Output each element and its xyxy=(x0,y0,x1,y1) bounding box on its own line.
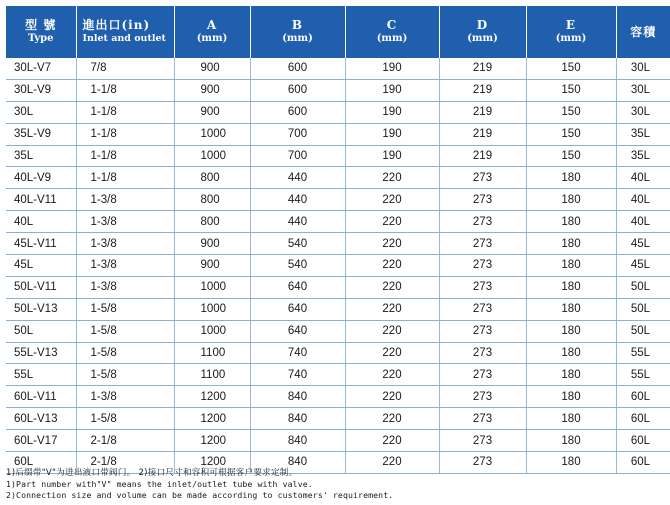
cell-c: 220 xyxy=(345,233,439,255)
cell-b: 540 xyxy=(250,233,345,255)
cell-c: 220 xyxy=(345,430,439,452)
cell-type: 45L xyxy=(6,255,76,277)
cell-inlet: 1-3/8 xyxy=(76,233,174,255)
cell-a: 1200 xyxy=(174,430,250,452)
cell-b: 840 xyxy=(250,386,345,408)
cell-a: 900 xyxy=(174,79,250,101)
cell-b: 840 xyxy=(250,452,345,474)
cell-volume: 30L xyxy=(616,101,670,123)
cell-inlet: 1-3/8 xyxy=(76,211,174,233)
cell-b: 440 xyxy=(250,211,345,233)
cell-inlet: 1-3/8 xyxy=(76,386,174,408)
table-row xyxy=(6,255,670,277)
table-row xyxy=(6,123,670,145)
cell-d: 219 xyxy=(439,58,526,79)
footnote-chinese: 1)后缀带"V"为进出液口带阀门。 2)接口尺寸和容积可根据客户要求定制。 xyxy=(6,468,298,478)
cell-type: 40L-V9 xyxy=(6,167,76,189)
cell-volume: 60L xyxy=(616,386,670,408)
header-volume xyxy=(616,6,670,58)
cell-c: 220 xyxy=(345,211,439,233)
header-type-label: 型 號 xyxy=(25,18,57,32)
cell-type: 60L-V17 xyxy=(6,430,76,452)
table-row xyxy=(6,430,670,452)
cell-type: 60L xyxy=(6,452,76,474)
cell-c: 190 xyxy=(345,79,439,101)
cell-inlet: 1-1/8 xyxy=(76,123,174,145)
header-c xyxy=(345,6,439,58)
cell-c: 190 xyxy=(345,58,439,79)
table-row xyxy=(6,276,670,298)
table-row xyxy=(6,233,670,255)
cell-inlet: 1-1/8 xyxy=(76,145,174,167)
cell-volume: 45L xyxy=(616,233,670,255)
cell-volume: 45L xyxy=(616,255,670,277)
cell-type: 40L-V11 xyxy=(6,189,76,211)
cell-volume: 55L xyxy=(616,342,670,364)
cell-c: 220 xyxy=(345,276,439,298)
cell-e: 180 xyxy=(526,233,616,255)
cell-c: 220 xyxy=(345,386,439,408)
cell-c: 220 xyxy=(345,167,439,189)
cell-d: 273 xyxy=(439,298,526,320)
cell-type: 50L-V13 xyxy=(6,298,76,320)
cell-a: 1000 xyxy=(174,145,250,167)
cell-a: 1000 xyxy=(174,320,250,342)
cell-volume: 60L xyxy=(616,452,670,474)
cell-c: 190 xyxy=(345,101,439,123)
table-row xyxy=(6,79,670,101)
header-a xyxy=(174,6,250,58)
cell-volume: 60L xyxy=(616,430,670,452)
cell-volume: 55L xyxy=(616,364,670,386)
cell-inlet: 1-3/8 xyxy=(76,255,174,277)
cell-b: 840 xyxy=(250,408,345,430)
table-row xyxy=(6,189,670,211)
cell-inlet: 1-5/8 xyxy=(76,342,174,364)
cell-b: 700 xyxy=(250,145,345,167)
cell-volume: 60L xyxy=(616,408,670,430)
cell-volume: 30L xyxy=(616,58,670,79)
cell-b: 540 xyxy=(250,255,345,277)
cell-a: 800 xyxy=(174,189,250,211)
header-d-label: D xyxy=(476,18,489,32)
cell-inlet: 7/8 xyxy=(76,58,174,79)
cell-inlet: 2-1/8 xyxy=(76,452,174,474)
cell-type: 50L-V11 xyxy=(6,276,76,298)
header-a-label: A xyxy=(206,18,218,32)
header-inlet-sub: Inlet and outlet xyxy=(82,33,166,44)
table-row xyxy=(6,298,670,320)
header-b-unit: (mm) xyxy=(282,33,313,44)
header-row xyxy=(6,6,670,58)
cell-inlet: 1-1/8 xyxy=(76,79,174,101)
cell-d: 273 xyxy=(439,320,526,342)
cell-c: 220 xyxy=(345,255,439,277)
cell-inlet: 2-1/8 xyxy=(76,430,174,452)
cell-e: 180 xyxy=(526,255,616,277)
cell-volume: 30L xyxy=(616,79,670,101)
cell-c: 220 xyxy=(345,320,439,342)
cell-e: 180 xyxy=(526,408,616,430)
cell-type: 45L-V11 xyxy=(6,233,76,255)
cell-volume: 50L xyxy=(616,276,670,298)
cell-inlet: 1-1/8 xyxy=(76,101,174,123)
cell-volume: 50L xyxy=(616,320,670,342)
cell-a: 900 xyxy=(174,255,250,277)
cell-d: 219 xyxy=(439,101,526,123)
header-c-unit: (mm) xyxy=(376,33,408,44)
header-inlet xyxy=(76,6,174,58)
cell-d: 273 xyxy=(439,233,526,255)
cell-a: 1100 xyxy=(174,364,250,386)
header-b xyxy=(250,6,345,58)
cell-a: 1200 xyxy=(174,386,250,408)
cell-d: 273 xyxy=(439,167,526,189)
cell-b: 640 xyxy=(250,276,345,298)
cell-inlet: 1-5/8 xyxy=(76,320,174,342)
cell-a: 800 xyxy=(174,167,250,189)
cell-type: 60L-V13 xyxy=(6,408,76,430)
header-d-unit: (mm) xyxy=(467,33,498,44)
cell-e: 180 xyxy=(526,298,616,320)
cell-volume: 40L xyxy=(616,189,670,211)
header-e xyxy=(526,6,616,58)
footnote-english-1: 1)Part number with"V" means the inlet/outlet tube with valve. xyxy=(6,479,313,489)
cell-d: 273 xyxy=(439,342,526,364)
table-body xyxy=(6,58,670,473)
cell-e: 150 xyxy=(526,79,616,101)
cell-e: 180 xyxy=(526,276,616,298)
cell-b: 700 xyxy=(250,123,345,145)
cell-b: 640 xyxy=(250,298,345,320)
cell-a: 1200 xyxy=(174,408,250,430)
cell-e: 150 xyxy=(526,145,616,167)
cell-type: 55L xyxy=(6,364,76,386)
cell-c: 220 xyxy=(345,408,439,430)
table-row xyxy=(6,386,670,408)
cell-type: 60L-V11 xyxy=(6,386,76,408)
footnote-english-2: 2)Connection size and volume can be made according to customers' requirement. xyxy=(6,490,394,500)
cell-c: 190 xyxy=(345,145,439,167)
header-type xyxy=(6,6,76,58)
cell-e: 180 xyxy=(526,452,616,474)
table-row xyxy=(6,320,670,342)
cell-e: 180 xyxy=(526,364,616,386)
cell-c: 220 xyxy=(345,452,439,474)
cell-c: 220 xyxy=(345,189,439,211)
header-b-label: B xyxy=(291,18,304,32)
table-row xyxy=(6,342,670,364)
cell-e: 180 xyxy=(526,320,616,342)
cell-d: 273 xyxy=(439,408,526,430)
cell-a: 1200 xyxy=(174,452,250,474)
header-c-label: C xyxy=(386,18,398,32)
cell-b: 600 xyxy=(250,79,345,101)
cell-c: 220 xyxy=(345,364,439,386)
cell-e: 180 xyxy=(526,189,616,211)
table-row xyxy=(6,145,670,167)
cell-volume: 40L xyxy=(616,211,670,233)
cell-volume: 50L xyxy=(616,298,670,320)
cell-type: 30L-V7 xyxy=(6,58,76,79)
cell-b: 740 xyxy=(250,342,345,364)
cell-type: 55L-V13 xyxy=(6,342,76,364)
header-e-label: E xyxy=(565,18,577,32)
header-inlet-label: 進出口(in) xyxy=(82,18,151,32)
cell-a: 900 xyxy=(174,58,250,79)
cell-c: 220 xyxy=(345,342,439,364)
spec-table xyxy=(6,6,670,474)
cell-d: 273 xyxy=(439,276,526,298)
header-type-sub: Type xyxy=(27,33,54,44)
cell-c: 190 xyxy=(345,123,439,145)
cell-b: 640 xyxy=(250,320,345,342)
cell-b: 600 xyxy=(250,101,345,123)
cell-inlet: 1-5/8 xyxy=(76,298,174,320)
cell-volume: 40L xyxy=(616,167,670,189)
cell-volume: 35L xyxy=(616,145,670,167)
table-row xyxy=(6,101,670,123)
cell-type: 35L-V9 xyxy=(6,123,76,145)
cell-a: 900 xyxy=(174,101,250,123)
cell-a: 1000 xyxy=(174,123,250,145)
header-a-unit: (mm) xyxy=(196,33,228,44)
cell-a: 1000 xyxy=(174,298,250,320)
cell-type: 40L xyxy=(6,211,76,233)
cell-d: 273 xyxy=(439,386,526,408)
cell-d: 273 xyxy=(439,211,526,233)
cell-b: 600 xyxy=(250,58,345,79)
cell-e: 180 xyxy=(526,430,616,452)
cell-e: 180 xyxy=(526,167,616,189)
cell-inlet: 1-1/8 xyxy=(76,167,174,189)
cell-e: 150 xyxy=(526,58,616,79)
cell-e: 180 xyxy=(526,342,616,364)
cell-d: 219 xyxy=(439,145,526,167)
cell-d: 273 xyxy=(439,430,526,452)
cell-type: 30L-V9 xyxy=(6,79,76,101)
cell-c: 220 xyxy=(345,298,439,320)
cell-inlet: 1-3/8 xyxy=(76,276,174,298)
cell-e: 150 xyxy=(526,101,616,123)
cell-e: 180 xyxy=(526,386,616,408)
table-row xyxy=(6,211,670,233)
header-d xyxy=(439,6,526,58)
footnotes xyxy=(6,468,626,501)
cell-a: 1000 xyxy=(174,276,250,298)
cell-d: 219 xyxy=(439,79,526,101)
cell-b: 440 xyxy=(250,189,345,211)
cell-b: 740 xyxy=(250,364,345,386)
cell-b: 840 xyxy=(250,430,345,452)
cell-inlet: 1-5/8 xyxy=(76,408,174,430)
cell-b: 440 xyxy=(250,167,345,189)
cell-type: 30L xyxy=(6,101,76,123)
cell-d: 273 xyxy=(439,364,526,386)
cell-volume: 35L xyxy=(616,123,670,145)
header-volume-label: 容積 xyxy=(630,25,657,39)
cell-inlet: 1-5/8 xyxy=(76,364,174,386)
table-header xyxy=(6,6,670,58)
table-row xyxy=(6,408,670,430)
table-row xyxy=(6,364,670,386)
cell-d: 273 xyxy=(439,189,526,211)
cell-a: 900 xyxy=(174,233,250,255)
cell-d: 219 xyxy=(439,123,526,145)
header-e-unit: (mm) xyxy=(555,33,587,44)
table-row xyxy=(6,167,670,189)
cell-d: 273 xyxy=(439,452,526,474)
cell-d: 273 xyxy=(439,255,526,277)
table-row xyxy=(6,58,670,79)
cell-a: 800 xyxy=(174,211,250,233)
cell-e: 150 xyxy=(526,123,616,145)
cell-type: 50L xyxy=(6,320,76,342)
cell-inlet: 1-3/8 xyxy=(76,189,174,211)
cell-a: 1100 xyxy=(174,342,250,364)
cell-type: 35L xyxy=(6,145,76,167)
cell-e: 180 xyxy=(526,211,616,233)
